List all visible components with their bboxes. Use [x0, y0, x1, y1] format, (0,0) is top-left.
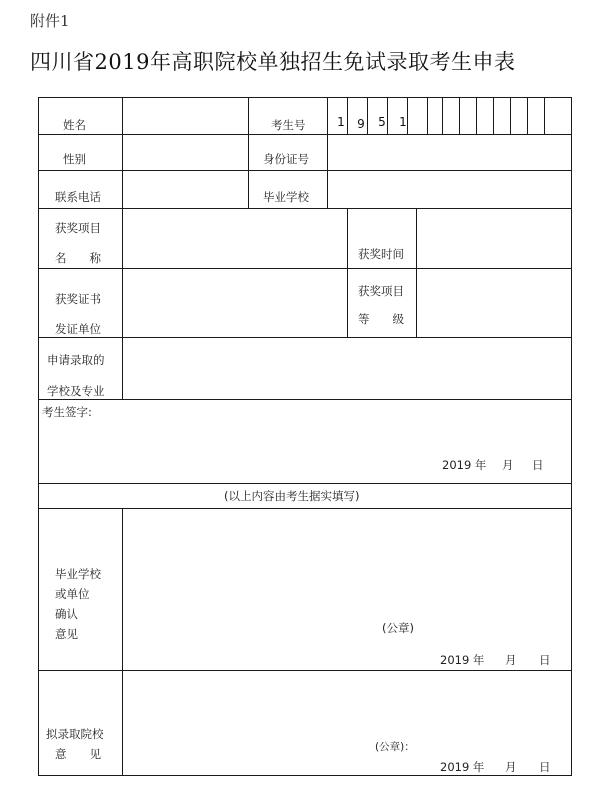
school-month: 月 — [505, 653, 517, 667]
row-line — [38, 268, 572, 269]
col-line — [122, 508, 123, 775]
label-id-no: 身份证号 — [263, 152, 309, 166]
page-title: 四川省2019年高职院校单独招生免试录取考生申表 — [30, 50, 516, 74]
label-cert-issuer: 获奖证书 — [55, 292, 101, 306]
row-line — [38, 670, 572, 671]
row-line — [38, 134, 572, 135]
digit-cell-line — [510, 97, 511, 134]
border-left — [38, 97, 39, 776]
row-line — [38, 399, 572, 400]
digit-cell-line — [493, 97, 494, 134]
label-school-opinion: 或单位 — [55, 587, 90, 601]
col-line — [416, 208, 417, 337]
digit-cell-line — [459, 97, 460, 134]
border-top — [38, 97, 572, 98]
row-line — [38, 208, 572, 209]
digit-cell-line — [427, 97, 428, 134]
digit-cell-line — [544, 97, 545, 134]
label-apply: 申请录取的 — [47, 353, 105, 367]
label-gender: 性别 — [63, 152, 86, 166]
border-right — [571, 97, 572, 776]
label-award-time: 获奖时间 — [358, 247, 404, 261]
label-grad-school: 毕业学校 — [263, 190, 309, 204]
admit-seal: (公章)： — [375, 741, 415, 753]
digit-cell-line — [476, 97, 477, 134]
row-line — [38, 337, 572, 338]
border-bottom — [38, 775, 572, 776]
application-form-table — [38, 97, 572, 776]
label-admit-opinion: 意 见 — [55, 747, 101, 761]
school-seal: (公章) — [382, 621, 414, 635]
label-admit-opinion: 拟录取院校 — [46, 727, 104, 741]
col-line — [347, 208, 348, 337]
exam-no-digit: 5 — [378, 115, 386, 129]
label-school-opinion: 意见 — [55, 627, 78, 641]
digit-cell-line — [442, 97, 443, 134]
row-line — [38, 170, 572, 171]
label-award-level: 获奖项目 — [358, 284, 404, 298]
signature-month: 月 — [502, 458, 514, 472]
label-school-opinion: 毕业学校 — [55, 567, 101, 581]
exam-no-digit: 1 — [399, 115, 407, 129]
label-award-level: 等 级 — [358, 312, 404, 326]
attachment-label: 附件1 — [30, 12, 70, 30]
admit-year: 2019 年 — [440, 760, 485, 774]
col-line — [248, 97, 249, 208]
label-signature: 考生签字: — [42, 405, 92, 419]
row-line — [38, 508, 572, 509]
digit-cell-line — [527, 97, 528, 134]
fill-note: (以上内容由考生据实填写) — [224, 489, 360, 503]
label-apply: 学校及专业 — [47, 384, 105, 398]
signature-day: 日 — [532, 458, 544, 472]
admit-month: 月 — [505, 760, 517, 774]
school-day: 日 — [539, 653, 551, 667]
label-phone: 联系电话 — [55, 190, 101, 204]
label-school-opinion: 确认 — [55, 607, 78, 621]
exam-no-digit: 9 — [357, 117, 365, 131]
label-name: 姓名 — [63, 118, 86, 132]
exam-no-digit: 1 — [337, 115, 345, 129]
col-line — [122, 97, 123, 399]
label-exam-no: 考生号 — [271, 118, 306, 132]
row-line — [38, 483, 572, 484]
label-award-name: 获奖项目 — [55, 221, 101, 235]
signature-year: 2019 年 — [442, 458, 487, 472]
label-award-name: 名 称 — [55, 251, 101, 265]
school-year: 2019 年 — [440, 653, 485, 667]
label-cert-issuer: 发证单位 — [55, 322, 101, 336]
admit-day: 日 — [539, 760, 551, 774]
col-line — [327, 97, 328, 208]
